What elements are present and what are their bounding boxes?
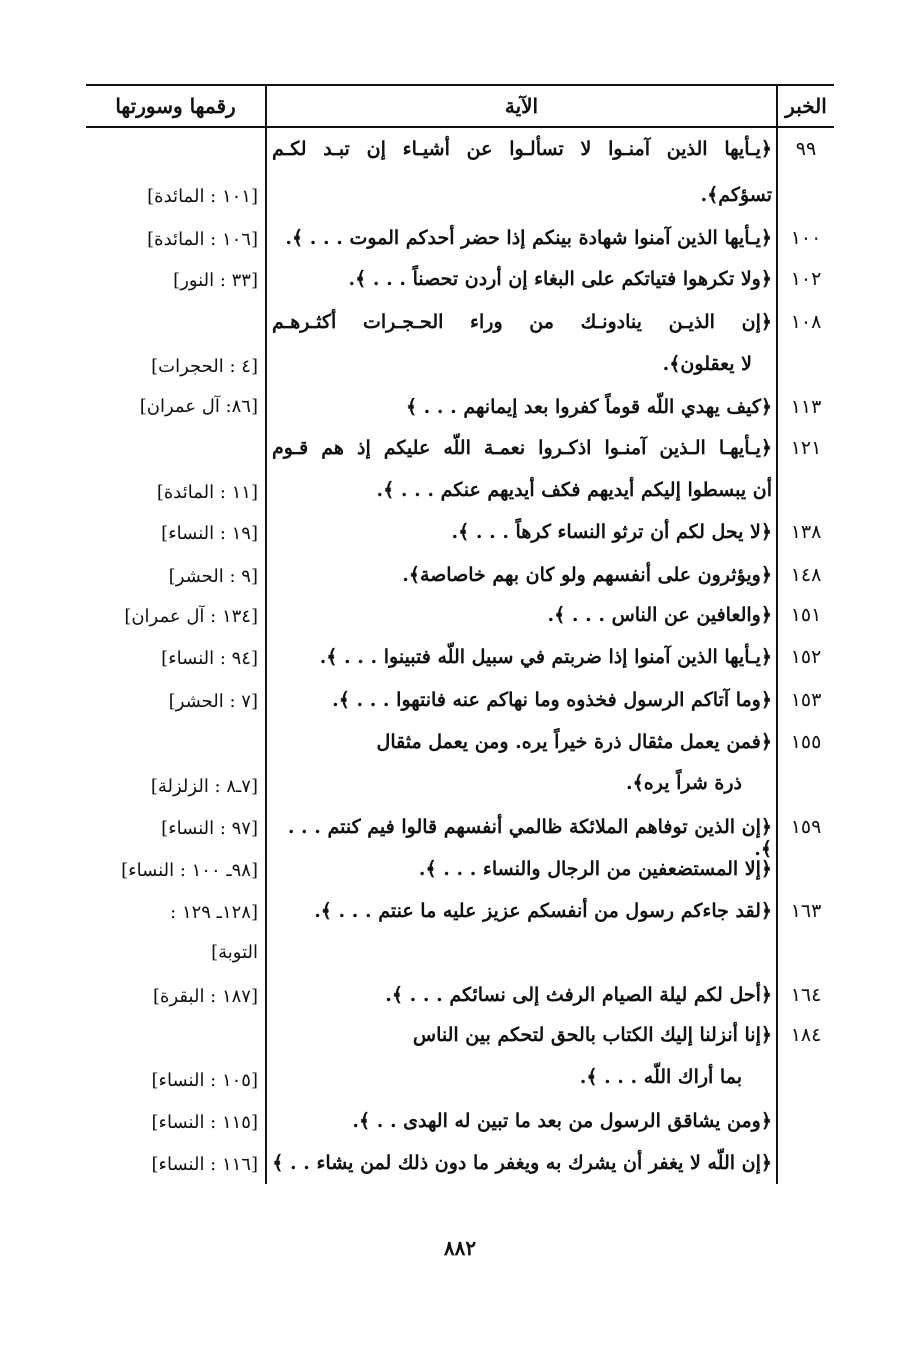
verse-text: ﴿وما آتاكم الرسول فخذوه وما نهاكم عنه فانتهوا . . . ﴾.	[332, 689, 772, 711]
verse-text: ﴿يـأيها الذين آمنـوا لا تسألـوا عن أشيـاء إن تبـد لكـم	[272, 138, 772, 160]
row-number: ١٠٢	[790, 268, 822, 290]
verse-text: ﴿أحل لكم ليلة الصيام الرفث إلى نسائكم . . . ﴾.	[385, 984, 772, 1006]
verse-text: ﴿إن الذيـن ينادونـك من وراء الحـجـرات أكثـرهـم	[272, 311, 772, 333]
verse-reference: [١١ : المائدة]	[156, 482, 258, 503]
verse-text: ﴿يـأيها الذين آمنوا شهادة بينكم إذا حضر أحدكم الموت . . . ﴾.	[285, 227, 772, 249]
row-number: ٩٩	[795, 138, 817, 160]
table-top-rule	[86, 84, 834, 86]
verse-text: ﴿يـأيها الذين آمنوا إذا ضربتم في سبيل اللّه فتبينوا . . . ﴾.	[319, 646, 772, 668]
verse-text: ﴿ومن يشاقق الرسول من بعد ما تبين له الهدى . . ﴾.	[352, 1110, 772, 1132]
row-number: ١٥٩	[790, 816, 822, 838]
verse-text: ﴿إنا أنزلنا إليك الكتاب بالحق لتحكم بين الناس	[412, 1024, 772, 1046]
column-divider-number	[776, 84, 778, 1184]
verse-text: ﴿يـأيهـا الـذين آمنـوا اذكـروا نعمـة اللّه عليكم إذ هم قـوم	[272, 437, 772, 459]
verse-text: ﴿كيف يهدي اللّه قوماً كفروا بعد إيمانهم . . . ﴾	[405, 396, 772, 418]
verse-reference: [١٣٤ : آل عمران]	[124, 606, 258, 627]
verse-text-continued: أن يبسطوا إليكم أيديهم فكف أيديهم عنكم . . . ﴾.	[376, 479, 772, 501]
verse-text: ﴿إن الذين توفاهم الملائكة ظالمي أنفسهم قالوا فيم كنتم . . . ﴾.	[287, 816, 772, 860]
verse-reference: [١٠٦ : المائدة]	[147, 229, 258, 250]
row-number: ١٣٨	[790, 521, 822, 543]
verse-reference: [٨٦: آل عمران]	[139, 396, 258, 417]
verse-reference: [٩٨ـ ١٠٠ : النساء]	[121, 860, 258, 881]
row-number: ١٥٣	[790, 689, 822, 711]
verse-reference: [١٠١ : المائدة]	[147, 186, 258, 207]
verse-reference: [٧ـ٨ : الزلزلة]	[150, 776, 258, 797]
verse-text: ﴿إن اللّه لا يغفر أن يشرك به ويغفر ما دون ذلك لمن يشاء . . ﴾	[272, 1152, 772, 1174]
row-number: ١٥١	[790, 604, 822, 626]
verse-reference: [١١٦ : النساء]	[151, 1154, 258, 1175]
table-header-rule	[86, 126, 834, 128]
verse-reference: [٣٣ : النور]	[173, 270, 258, 291]
row-number: ١٠٠	[790, 227, 822, 249]
verse-text: ﴿لا يحل لكم أن ترثو النساء كرهاً . . . ﴾.	[451, 521, 772, 543]
row-number: ١٢١	[790, 437, 822, 459]
verse-reference: [٩٧ : النساء]	[161, 818, 258, 839]
row-number: ١٨٤	[790, 1024, 822, 1046]
header-verse: الآية	[504, 94, 539, 118]
verse-reference: [٩٤ : النساء]	[161, 648, 258, 669]
row-number: ١٠٨	[790, 311, 822, 333]
verse-text: ﴿ولا تكرهوا فتياتكم على البغاء إن أردن تحصناً . . . ﴾.	[348, 268, 772, 290]
header-number: الخبر	[785, 94, 827, 118]
verse-text: ﴿لقد جاءكم رسول من أنفسكم عزيز عليه ما عنتم . . . ﴾.	[314, 900, 772, 922]
verse-reference: [٧ : الحشر]	[168, 691, 258, 712]
verse-reference: [١٩ : النساء]	[161, 523, 258, 544]
verse-text: ﴿ويؤثرون على أنفسهم ولو كان بهم خاصاصة﴾.	[402, 564, 772, 586]
row-number: ١٦٤	[790, 984, 822, 1006]
header-reference: رقمها وسورتها	[115, 94, 236, 118]
row-number: ١٤٨	[790, 564, 822, 586]
row-number: ١٥٢	[790, 646, 822, 668]
verse-text: ﴿والعافين عن الناس . . . ﴾.	[547, 604, 772, 626]
verse-text-continued: تسؤكم﴾.	[700, 184, 772, 206]
verse-reference: [١٨٧ : البقرة]	[153, 986, 258, 1007]
row-number: ١٥٥	[790, 731, 822, 753]
verse-reference: [١٢٨ـ ١٢٩ :	[170, 902, 258, 923]
verse-reference: [٤ : الحجرات]	[151, 356, 258, 377]
verse-text: ﴿إلا المستضعفين من الرجال والنساء . . . ﴾.	[418, 858, 772, 880]
verse-reference-continued: التوبة]	[211, 942, 258, 963]
verse-text-continued: بما أراك اللّه . . . ﴾.	[579, 1066, 742, 1088]
verse-text-continued: لا يعقلون﴾.	[662, 353, 752, 375]
verse-reference: [١٠٥ : النساء]	[151, 1070, 258, 1091]
column-divider-reference	[265, 84, 267, 1184]
verse-reference: [١١٥ : النساء]	[151, 1112, 258, 1133]
row-number: ١٦٣	[790, 900, 822, 922]
row-number: ١١٣	[790, 396, 822, 418]
page-number: ٨٨٢	[443, 1236, 477, 1260]
verse-reference: [٩ : الحشر]	[168, 566, 258, 587]
verse-text-continued: ذرة شراً يره﴾.	[626, 772, 742, 794]
verse-text: ﴿فمن يعمل مثقال ذرة خيراً يره. ومن يعمل مثقال	[376, 731, 772, 753]
